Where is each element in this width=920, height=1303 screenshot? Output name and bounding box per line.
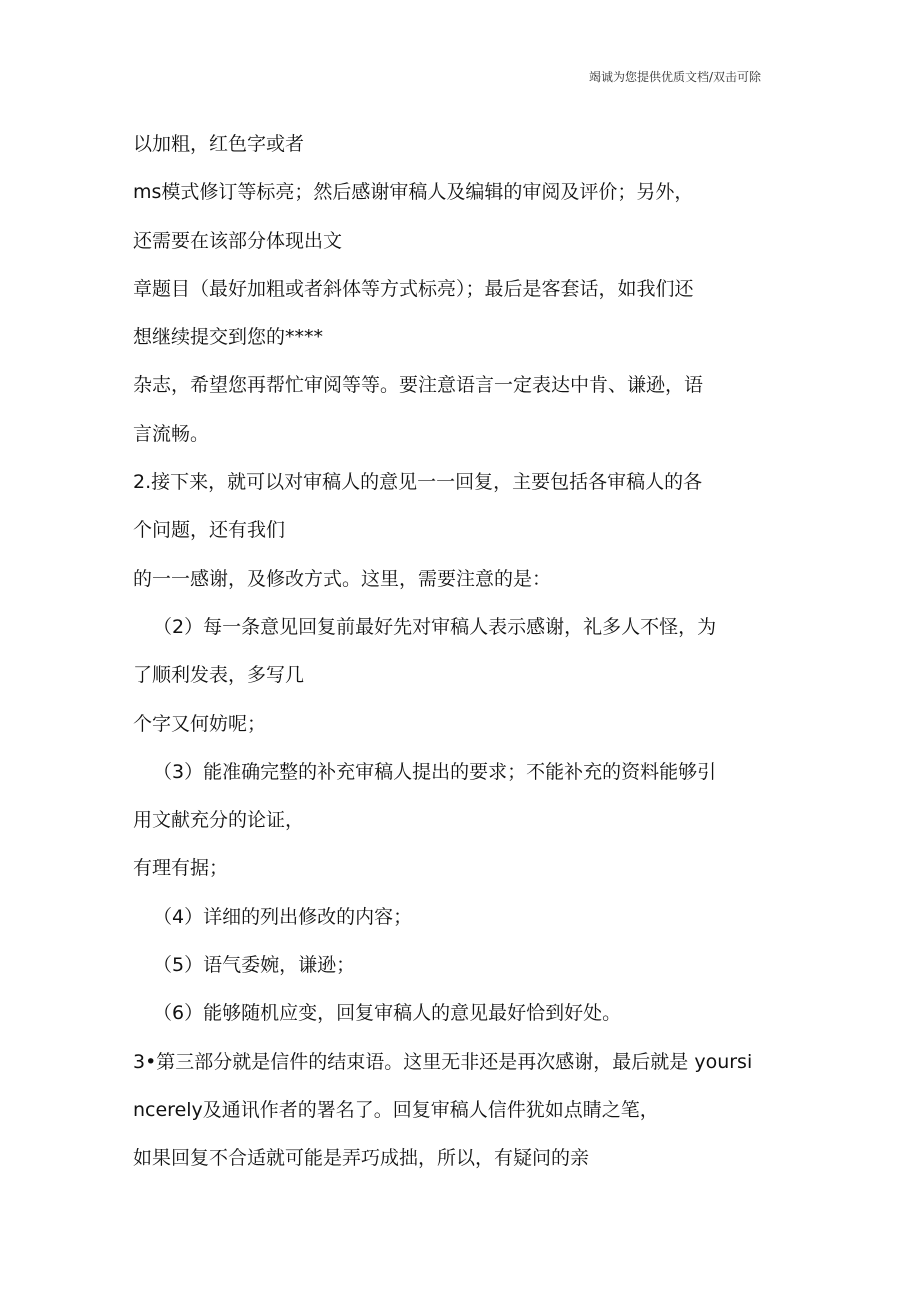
text-line: 还需要在该部分体现出文 (133, 229, 343, 252)
section-2-heading-line: 2.接下来，就可以对审稿人的意见一一回复，主要包括各审稿人的各 (133, 471, 703, 494)
text-line: 的一一感谢，及修改方式。这里，需要注意的是： (133, 567, 552, 590)
text-line: ncerely及通讯作者的署名了。回复审稿人信件犹如点睛之笔， (133, 1098, 659, 1121)
text-line: 如果回复不合适就可能是弄巧成拙，所以，有疑问的亲 (133, 1147, 590, 1170)
list-item-2: （2）每一条意见回复前最好先对审稿人表示感谢，礼多人不怪，为 (153, 615, 717, 638)
text-line: 言流畅。 (133, 422, 210, 445)
header-note: 竭诚为您提供优质文档/双击可除 (589, 70, 762, 84)
text-line: ms模式修订等标亮；然后感谢审稿人及编辑的审阅及评价；另外， (133, 181, 694, 204)
text-line: 了顺利发表，多写几 (133, 664, 305, 687)
text-line: 个问题，还有我们 (133, 519, 286, 542)
text-line: 个字又何妨呢； (133, 712, 267, 735)
text-line: 有理有据； (133, 857, 229, 880)
list-item-4: （4）详细的列出修改的内容； (153, 905, 413, 928)
text-line: 章题目（最好加粗或者斜体等方式标亮）；最后是客套话，如我们还 (133, 277, 694, 300)
list-item-6: （6）能够随机应变，回复审稿人的意见最好恰到好处。 (153, 1002, 622, 1025)
text-line: 用文献充分的论证， (133, 809, 305, 832)
section-3-heading-line: 3•第三部分就是信件的结束语。这里无非还是再次感谢，最后就是 yoursi (133, 1050, 753, 1073)
document-body (133, 120, 793, 1183)
text-line: 以加粗，红色字或者 (133, 133, 305, 155)
list-item-5: （5）语气委婉，谦逊； (153, 954, 356, 977)
list-item-3: （3）能准确完整的补充审稿人提出的要求；不能补充的资料能够引 (153, 760, 717, 783)
text-line: 杂志，希望您再帮忙审阅等等。要注意语言一定表达中肯、谦逊，语 (133, 374, 704, 397)
text-line: 想继续提交到您的**** (133, 326, 324, 349)
